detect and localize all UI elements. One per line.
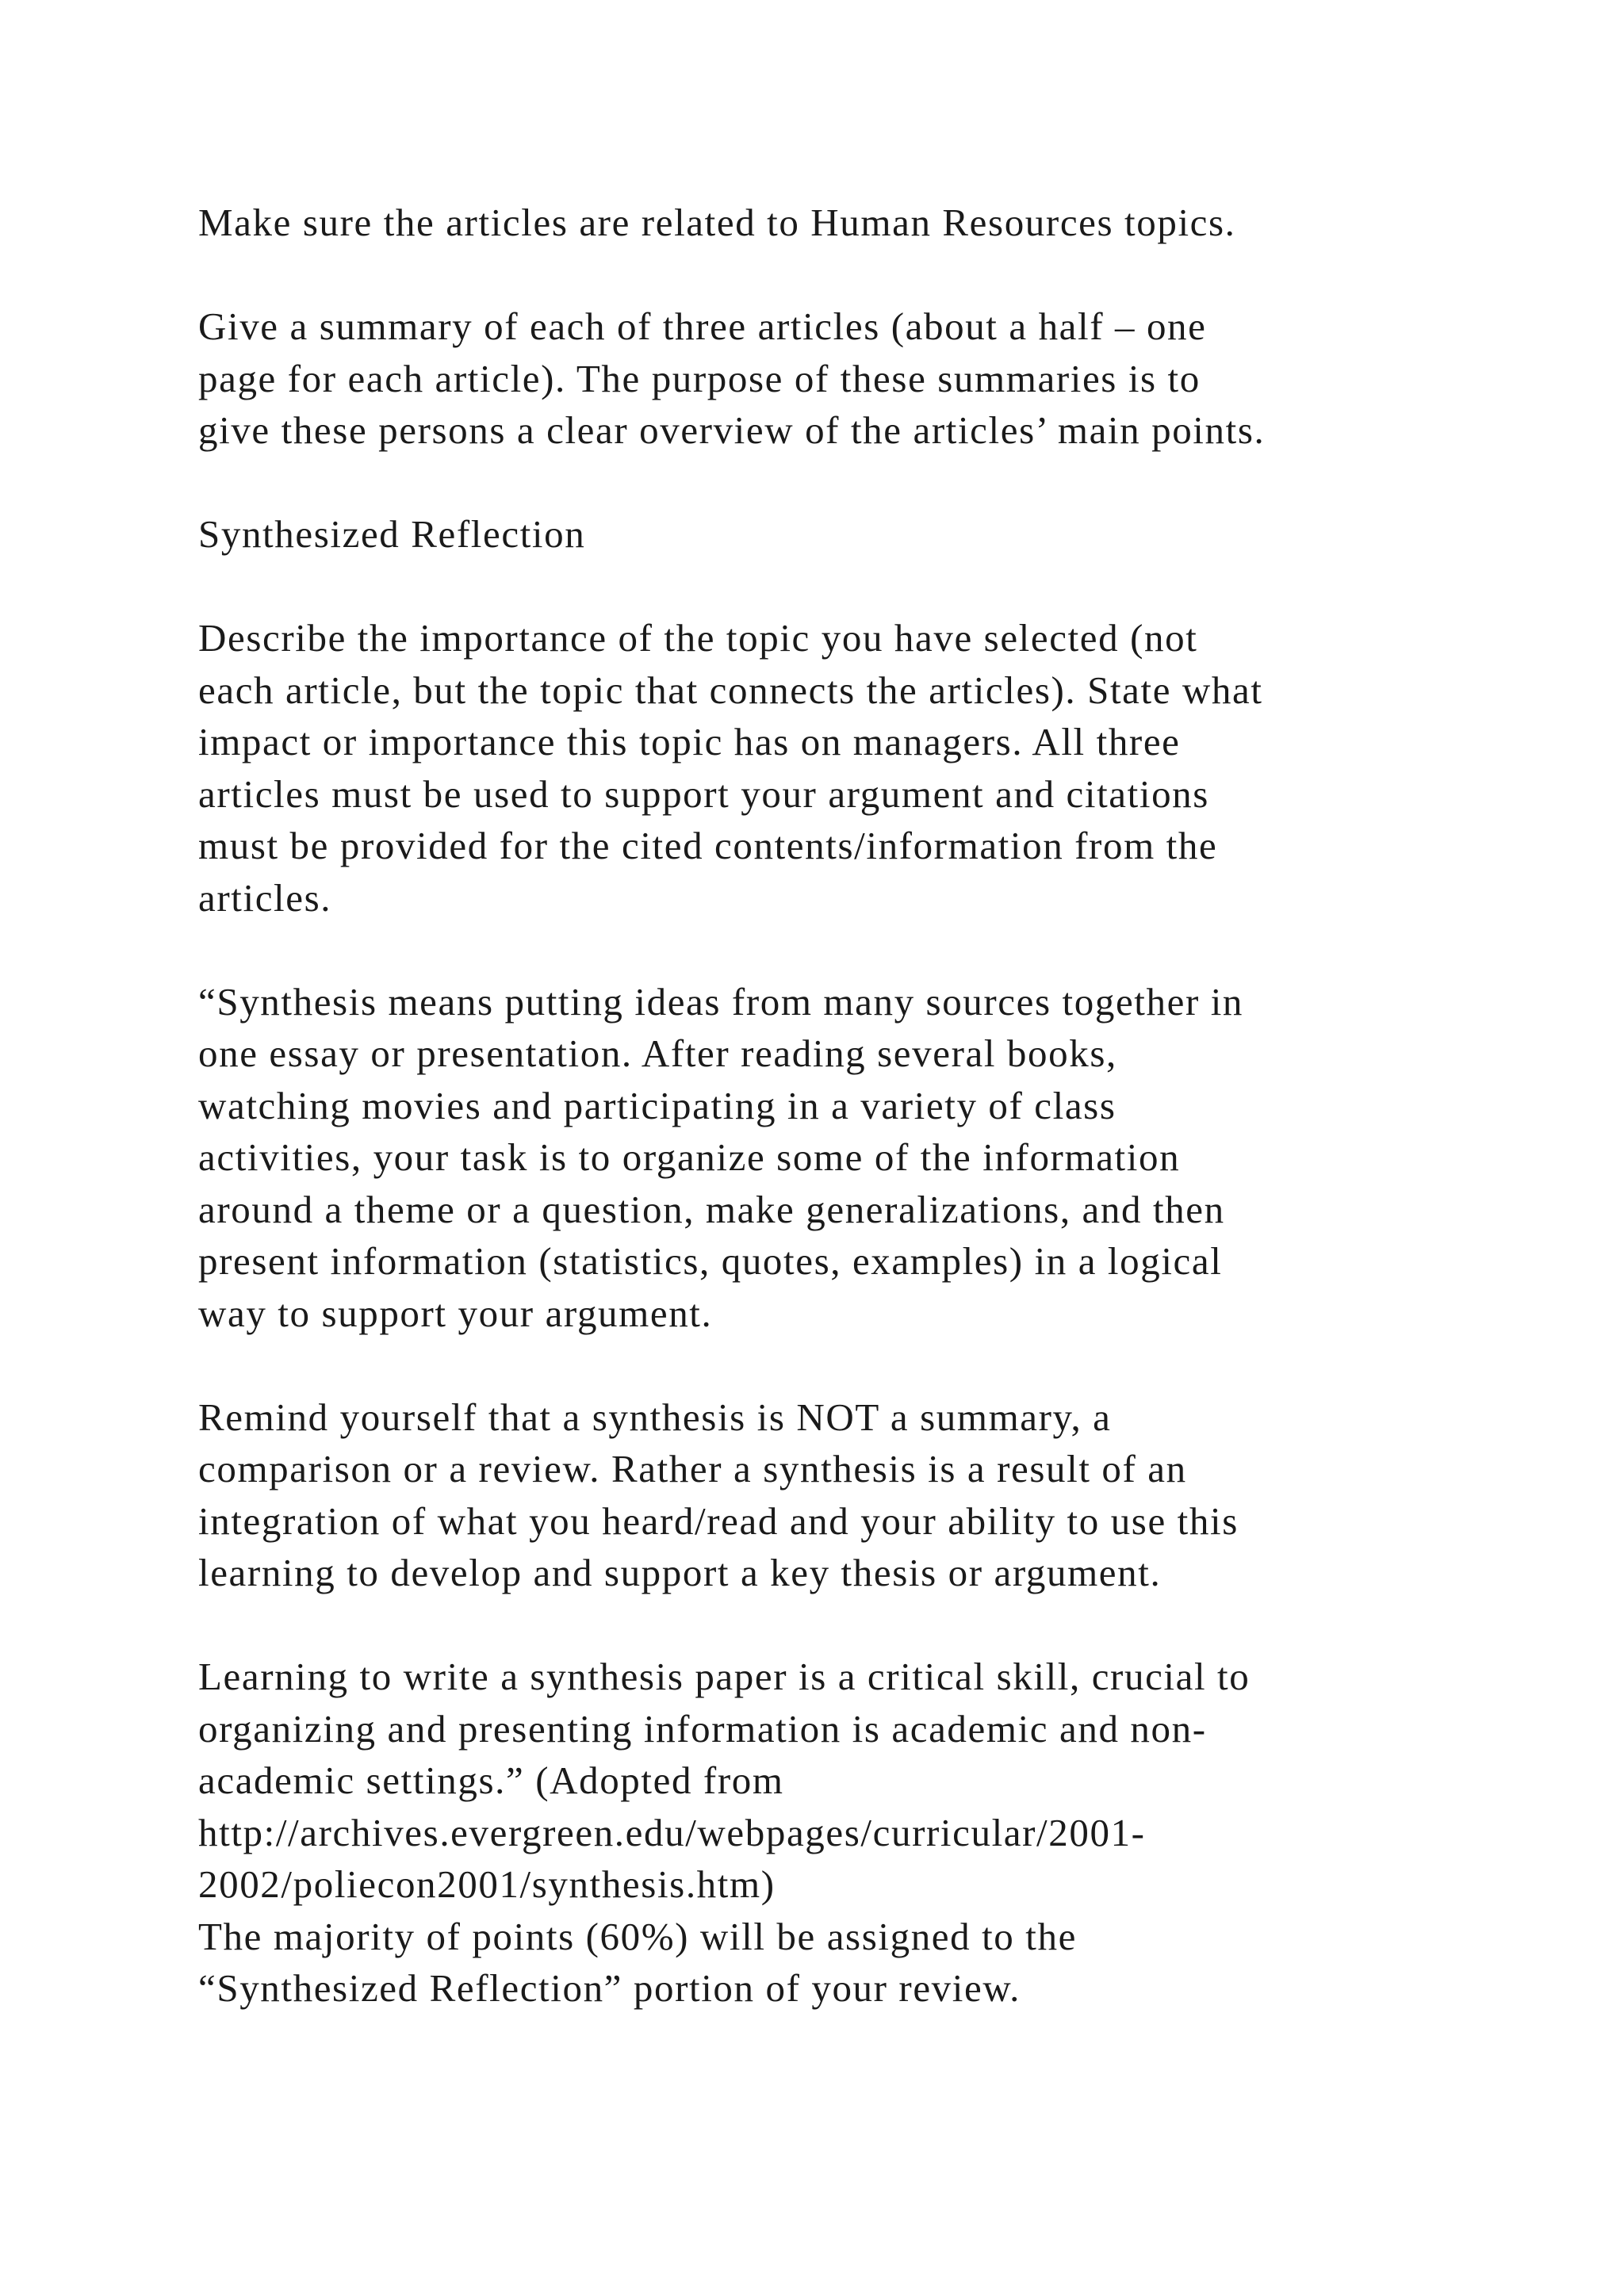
document-body xyxy=(198,197,1483,2015)
text-line: integration of what you heard/read and your ability to use this xyxy=(198,1498,1239,1543)
paragraph-articles-topic xyxy=(198,197,1483,249)
text-line: watching movies and participating in a variety of class xyxy=(198,1083,1116,1127)
text-line: Make sure the articles are related to Human Resources topics. xyxy=(198,201,1236,244)
text-line: articles must be used to support your argument and citations xyxy=(198,771,1209,816)
paragraph-importance xyxy=(198,612,1483,924)
text-line: each article, but the topic that connects the articles). State what xyxy=(198,668,1263,712)
url-text-line: 2002/poliecon2001/synthesis.htm) xyxy=(198,1862,776,1906)
text-line: “Synthesis means putting ideas from many sources together in xyxy=(198,979,1244,1024)
text-line: impact or importance this topic has on managers. All three xyxy=(198,720,1181,763)
section-heading xyxy=(198,508,1483,561)
text-line: Learning to write a synthesis paper is a critical skill, crucial to xyxy=(198,1655,1251,1698)
paragraph-summary-instructions xyxy=(198,300,1483,457)
text-line: Describe the importance of the topic you have selected (not xyxy=(198,616,1198,660)
text-line: learning to develop and support a key thesis or argument. xyxy=(198,1551,1162,1594)
heading-text: Synthesized Reflection xyxy=(198,512,586,556)
text-line: organizing and presenting information is academic and non- xyxy=(198,1706,1207,1751)
text-line: one essay or presentation. After reading several books, xyxy=(198,1031,1117,1075)
text-line: around a theme or a question, make generalizations, and then xyxy=(198,1187,1225,1231)
paragraph-synthesis-quote xyxy=(198,976,1483,1340)
paragraph-reminder xyxy=(198,1391,1483,1599)
text-line: comparison or a review. Rather a synthesis is a result of an xyxy=(198,1447,1187,1490)
text-line: page for each article). The purpose of these summaries is to xyxy=(198,356,1201,400)
text-line: “Synthesized Reflection” portion of your review. xyxy=(198,1966,1021,2010)
text-line: way to support your argument. xyxy=(198,1291,713,1335)
text-line: must be provided for the cited contents/information from the xyxy=(198,824,1218,867)
text-line: academic settings.” (Adopted from xyxy=(198,1758,784,1802)
text-line: present information (statistics, quotes, examples) in a logical xyxy=(198,1239,1223,1283)
paragraph-points xyxy=(198,1911,1483,2015)
text-line: The majority of points (60%) will be assigned to the xyxy=(198,1914,1077,1958)
text-line: activities, your task is to organize some of the information xyxy=(198,1135,1181,1179)
text-line: articles. xyxy=(198,875,332,920)
url-text-line: http://archives.evergreen.edu/webpages/curricular/2001- xyxy=(198,1810,1146,1854)
text-line: give these persons a clear overview of the articles’ main points. xyxy=(198,408,1266,452)
text-line: Give a summary of each of three articles (about a half – one xyxy=(198,304,1207,348)
paragraph-learning xyxy=(198,1651,1483,1911)
text-line: Remind yourself that a synthesis is NOT a summary, a xyxy=(198,1395,1112,1439)
